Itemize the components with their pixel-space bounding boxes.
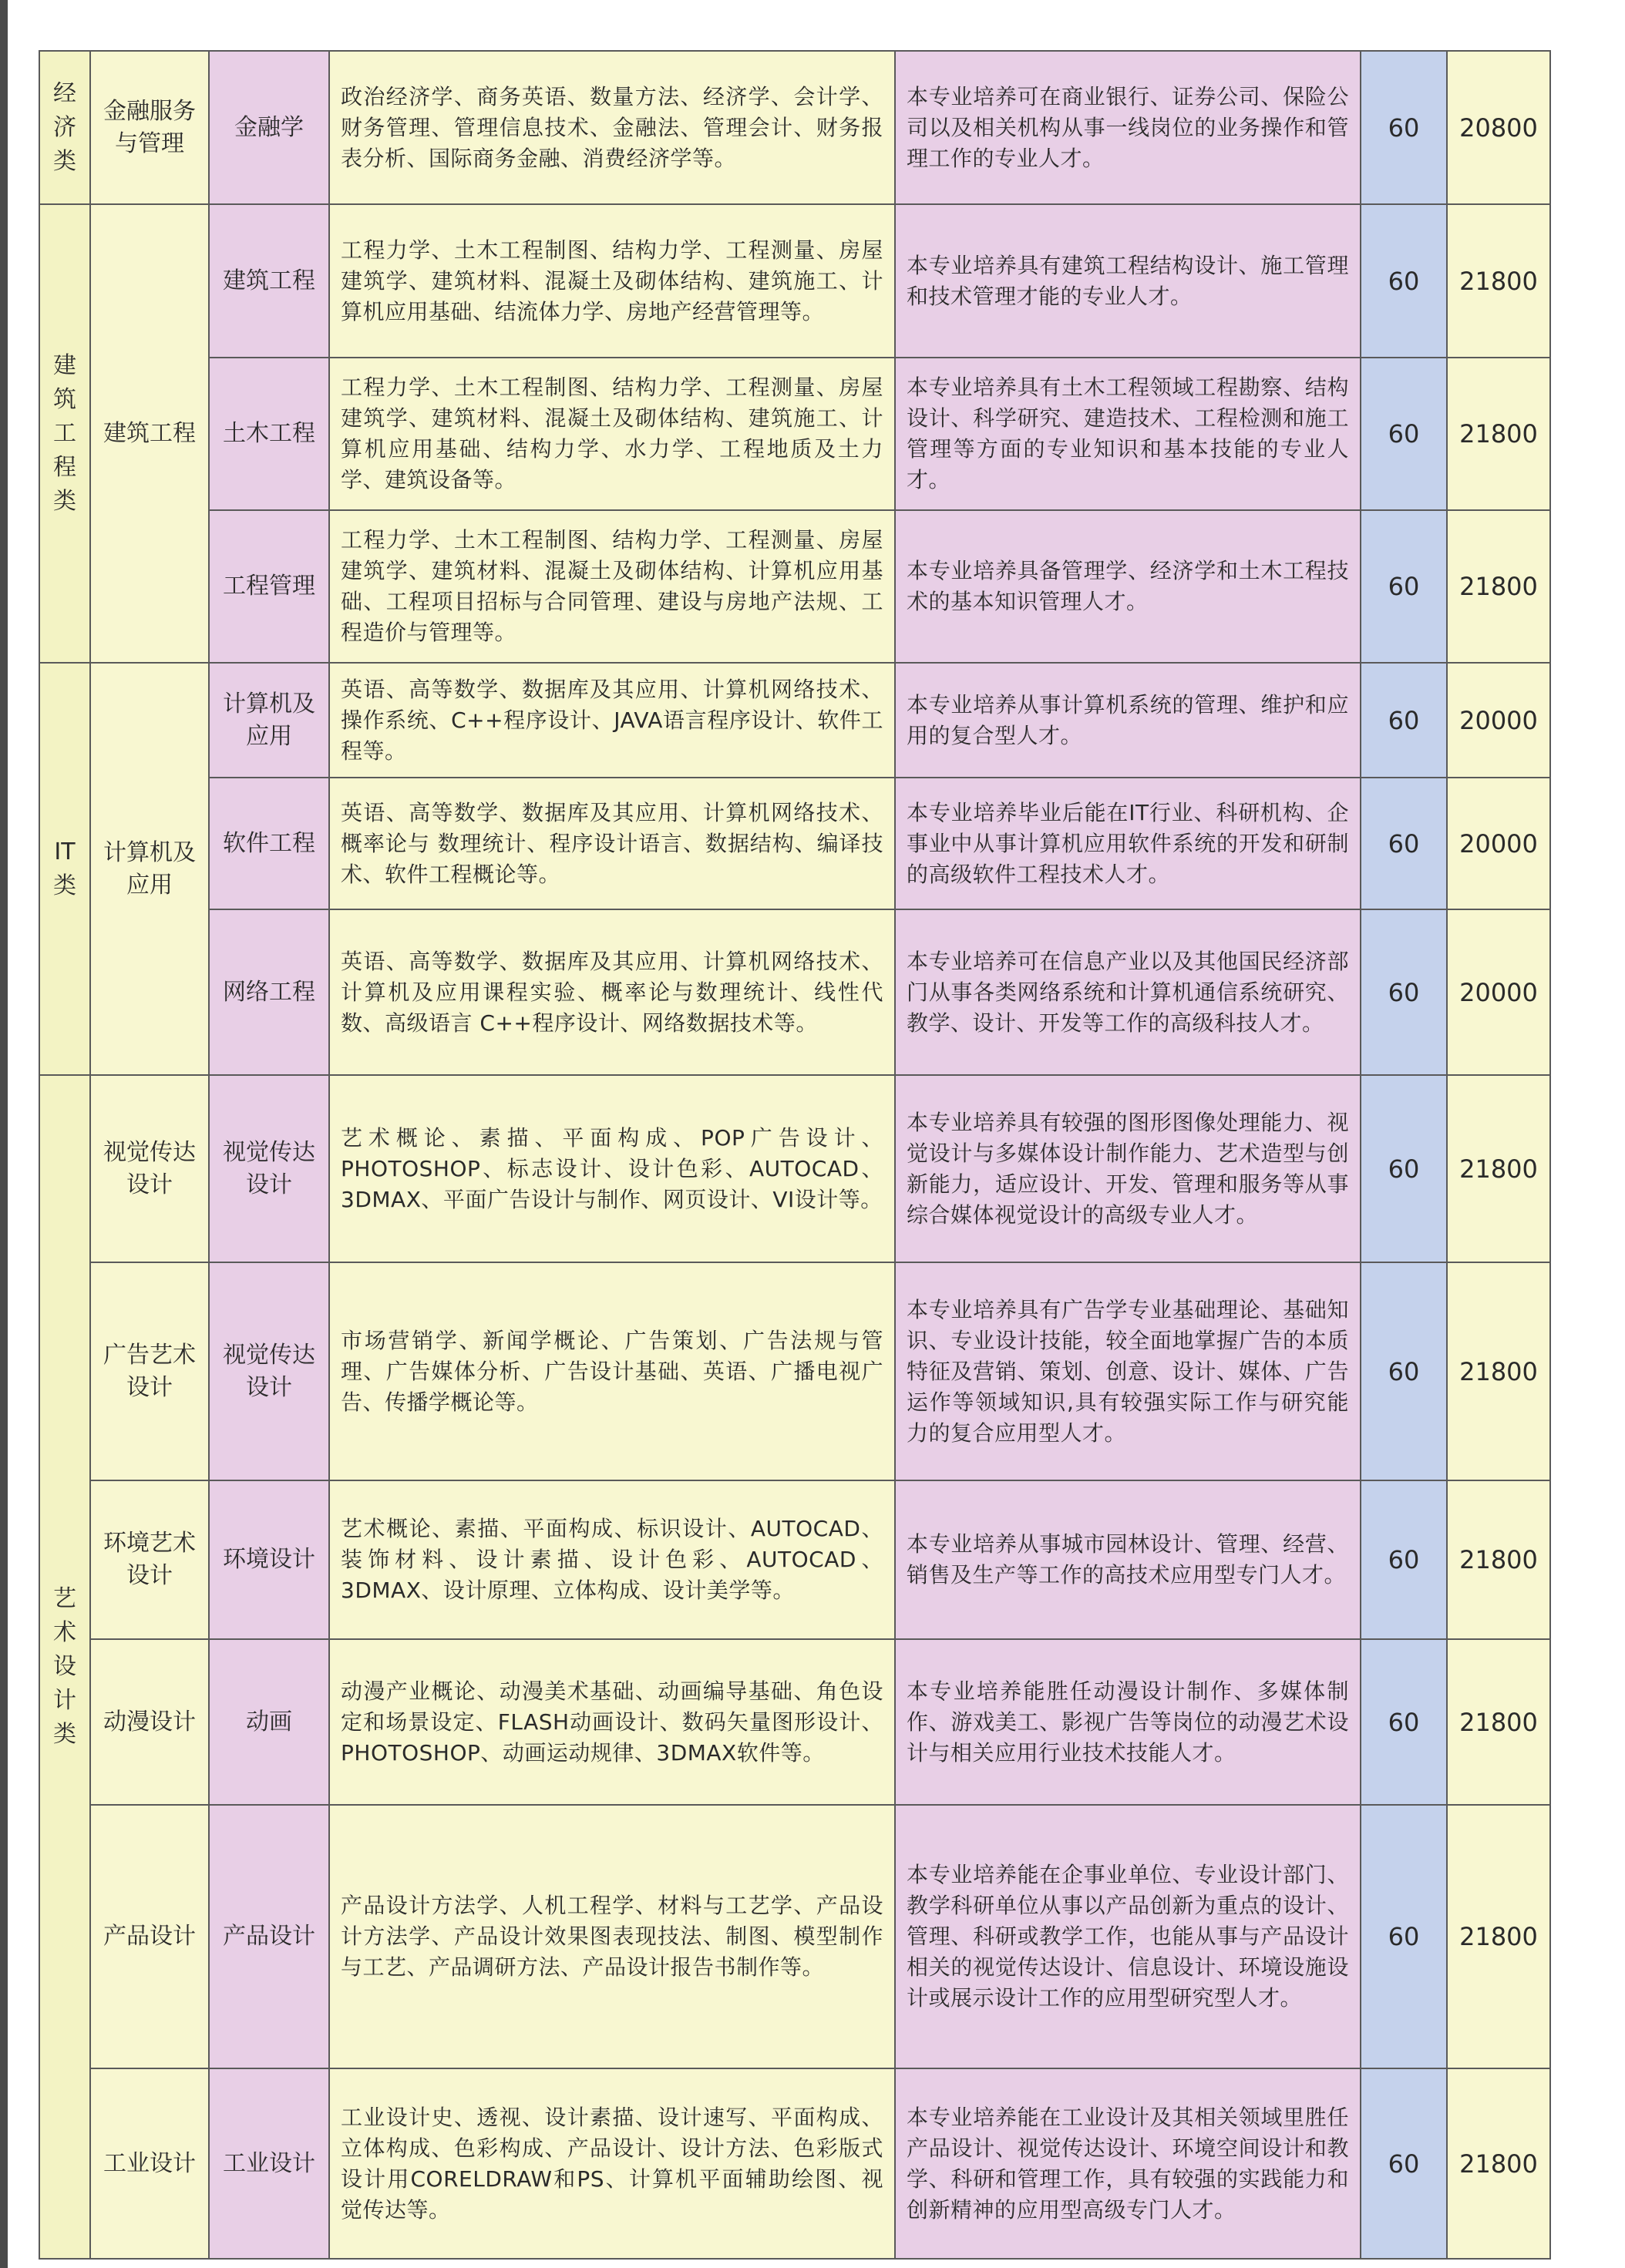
tuition-cell: 21800 <box>1447 1639 1550 1805</box>
objective-cell: 本专业培养具备管理学、经济学和土木工程技术的基本知识管理人才。 <box>895 510 1361 663</box>
tuition-cell: 20800 <box>1447 51 1550 204</box>
duration-cell: 60 <box>1361 204 1447 358</box>
table-row <box>39 1075 1550 1262</box>
table-row <box>39 358 1550 510</box>
table-row <box>39 51 1550 204</box>
objective-cell: 本专业培养能胜任动漫设计制作、多媒体制作、游戏美工、影视广告等岗位的动漫艺术设计与相关应用行业技术技能人才。 <box>895 1639 1361 1805</box>
duration-cell: 60 <box>1361 663 1447 778</box>
objective-cell: 本专业培养能在工业设计及其相关领域里胜任产品设计、视觉传达设计、环境空间设计和教学、科研和管理工作，具有较强的实践能力和创新精神的应用型高级专门人才。 <box>895 2068 1361 2259</box>
field-cell: 计算机及应用 <box>90 663 209 1075</box>
courses-cell: 艺术概论、素描、平面构成、POP广告设计、PHOTOSHOP、标志设计、设计色彩、AUTOCAD、3DMAX、平面广告设计与制作、网页设计、VI设计等。 <box>329 1075 895 1262</box>
duration-cell: 60 <box>1361 1639 1447 1805</box>
courses-cell: 产品设计方法学、人机工程学、材料与工艺学、产品设计方法学、产品设计效果图表现技法、制图、模型制作与工艺、产品调研方法、产品设计报告书制作等。 <box>329 1805 895 2068</box>
objective-cell: 本专业培养能在企事业单位、专业设计部门、教学科研单位从事以产品创新为重点的设计、管理、科研或教学工作，也能从事与产品设计相关的视觉传达设计、信息设计、环境设施设计或展示设计工作的应用型研究型人才。 <box>895 1805 1361 2068</box>
duration-cell: 60 <box>1361 510 1447 663</box>
tuition-cell: 20000 <box>1447 778 1550 909</box>
objective-cell: 本专业培养具有土木工程领域工程勘察、结构设计、科学研究、建造技术、工程检测和施工管理等方面的专业知识和基本技能的专业人才。 <box>895 358 1361 510</box>
tuition-cell: 21800 <box>1447 1805 1550 2068</box>
major-cell: 工程管理 <box>209 510 329 663</box>
objective-cell: 本专业培养可在商业银行、证券公司、保险公司以及相关机构从事一线岗位的业务操作和管理工作的专业人才。 <box>895 51 1361 204</box>
courses-cell: 工程力学、土木工程制图、结构力学、工程测量、房屋建筑学、建筑材料、混凝土及砌体结构、建筑施工、计算机应用基础、结构力学、水力学、工程地质及土力学、建筑设备等。 <box>329 358 895 510</box>
category-cell: 经济类 <box>39 51 90 204</box>
major-cell: 视觉传达设计 <box>209 1262 329 1480</box>
field-cell: 建筑工程 <box>90 204 209 663</box>
tuition-cell: 20000 <box>1447 663 1550 778</box>
table-row <box>39 1262 1550 1480</box>
courses-cell: 工程力学、土木工程制图、结构力学、工程测量、房屋建筑学、建筑材料、混凝土及砌体结构、计算机应用基础、工程项目招标与合同管理、建设与房地产法规、工程造价与管理等。 <box>329 510 895 663</box>
table-row <box>39 2068 1550 2259</box>
table-row <box>39 1805 1550 2068</box>
tuition-cell: 21800 <box>1447 1262 1550 1480</box>
objective-cell: 本专业培养从事城市园林设计、管理、经营、销售及生产等工作的高技术应用型专门人才。 <box>895 1480 1361 1639</box>
category-cell: 艺术设计类 <box>39 1075 90 2259</box>
tuition-cell: 21800 <box>1447 204 1550 358</box>
objective-cell: 本专业培养从事计算机系统的管理、维护和应用的复合型人才。 <box>895 663 1361 778</box>
table-row <box>39 663 1550 778</box>
courses-cell: 英语、高等数学、数据库及其应用、计算机网络技术、概率论与 数理统计、程序设计语言、数据结构、编译技术、软件工程概论等。 <box>329 778 895 909</box>
objective-cell: 本专业培养具有建筑工程结构设计、施工管理和技术管理才能的专业人才。 <box>895 204 1361 358</box>
category-cell: 建筑工程类 <box>39 204 90 663</box>
major-cell: 动画 <box>209 1639 329 1805</box>
field-cell: 环境艺术设计 <box>90 1480 209 1639</box>
field-cell: 动漫设计 <box>90 1639 209 1805</box>
tuition-cell: 21800 <box>1447 510 1550 663</box>
table-row <box>39 778 1550 909</box>
major-cell: 计算机及应用 <box>209 663 329 778</box>
field-cell: 视觉传达设计 <box>90 1075 209 1262</box>
table-row <box>39 1480 1550 1639</box>
duration-cell: 60 <box>1361 778 1447 909</box>
field-cell: 金融服务与管理 <box>90 51 209 204</box>
major-cell: 产品设计 <box>209 1805 329 2068</box>
field-cell: 产品设计 <box>90 1805 209 2068</box>
major-cell: 视觉传达设计 <box>209 1075 329 1262</box>
objective-cell: 本专业培养毕业后能在IT行业、科研机构、企事业中从事计算机应用软件系统的开发和研制的高级软件工程技术人才。 <box>895 778 1361 909</box>
courses-cell: 市场营销学、新闻学概论、广告策划、广告法规与管理、广告媒体分析、广告设计基础、英语、广播电视广告、传播学概论等。 <box>329 1262 895 1480</box>
major-cell: 软件工程 <box>209 778 329 909</box>
courses-cell: 政治经济学、商务英语、数量方法、经济学、会计学、财务管理、管理信息技术、金融法、管理会计、财务报表分析、国际商务金融、消费经济学等。 <box>329 51 895 204</box>
major-cell: 工业设计 <box>209 2068 329 2259</box>
tuition-cell: 21800 <box>1447 1075 1550 1262</box>
courses-cell: 艺术概论、素描、平面构成、标识设计、AUTOCAD、装饰材料、设计素描、设计色彩、AUTOCAD、3DMAX、设计原理、立体构成、设计美学等。 <box>329 1480 895 1639</box>
duration-cell: 60 <box>1361 51 1447 204</box>
duration-cell: 60 <box>1361 1480 1447 1639</box>
tuition-cell: 21800 <box>1447 358 1550 510</box>
duration-cell: 60 <box>1361 909 1447 1075</box>
courses-cell: 工业设计史、透视、设计素描、设计速写、平面构成、立体构成、色彩构成、产品设计、设计方法、色彩版式设计用CORELDRAW和PS、计算机平面辅助绘图、视觉传达等。 <box>329 2068 895 2259</box>
binding-edge <box>0 0 8 2268</box>
table-row <box>39 204 1550 358</box>
major-cell: 金融学 <box>209 51 329 204</box>
table-row <box>39 1639 1550 1805</box>
tuition-cell: 21800 <box>1447 1480 1550 1639</box>
table-row <box>39 909 1550 1075</box>
category-cell: IT类 <box>39 663 90 1075</box>
major-cell: 土木工程 <box>209 358 329 510</box>
duration-cell: 60 <box>1361 2068 1447 2259</box>
duration-cell: 60 <box>1361 1262 1447 1480</box>
major-cell: 建筑工程 <box>209 204 329 358</box>
objective-cell: 本专业培养具有较强的图形图像处理能力、视觉设计与多媒体设计制作能力、艺术造型与创新能力，适应设计、开发、管理和服务等从事综合媒体视觉设计的高级专业人才。 <box>895 1075 1361 1262</box>
courses-cell: 英语、高等数学、数据库及其应用、计算机网络技术、操作系统、C++程序设计、JAVA语言程序设计、软件工程等。 <box>329 663 895 778</box>
courses-cell: 动漫产业概论、动漫美术基础、动画编导基础、角色设定和场景设定、FLASH动画设计、数码矢量图形设计、PHOTOSHOP、动画运动规律、3DMAX软件等。 <box>329 1639 895 1805</box>
field-cell: 工业设计 <box>90 2068 209 2259</box>
field-cell: 广告艺术设计 <box>90 1262 209 1480</box>
table-row <box>39 510 1550 663</box>
major-cell: 网络工程 <box>209 909 329 1075</box>
major-cell: 环境设计 <box>209 1480 329 1639</box>
duration-cell: 60 <box>1361 1805 1447 2068</box>
program-table <box>39 50 1551 2260</box>
tuition-cell: 20000 <box>1447 909 1550 1075</box>
duration-cell: 60 <box>1361 358 1447 510</box>
objective-cell: 本专业培养可在信息产业以及其他国民经济部门从事各类网络系统和计算机通信系统研究、教学、设计、开发等工作的高级科技人才。 <box>895 909 1361 1075</box>
duration-cell: 60 <box>1361 1075 1447 1262</box>
tuition-cell: 21800 <box>1447 2068 1550 2259</box>
courses-cell: 工程力学、土木工程制图、结构力学、工程测量、房屋建筑学、建筑材料、混凝土及砌体结构、建筑施工、计算机应用基础、结流体力学、房地产经营管理等。 <box>329 204 895 358</box>
objective-cell: 本专业培养具有广告学专业基础理论、基础知识、专业设计技能，较全面地掌握广告的本质特征及营销、策划、创意、设计、媒体、广告运作等领域知识,具有较强实际工作与研究能力的复合应用型人才。 <box>895 1262 1361 1480</box>
courses-cell: 英语、高等数学、数据库及其应用、计算机网络技术、计算机及应用课程实验、概率论与数理统计、线性代数、高级语言 C++程序设计、网络数据技术等。 <box>329 909 895 1075</box>
